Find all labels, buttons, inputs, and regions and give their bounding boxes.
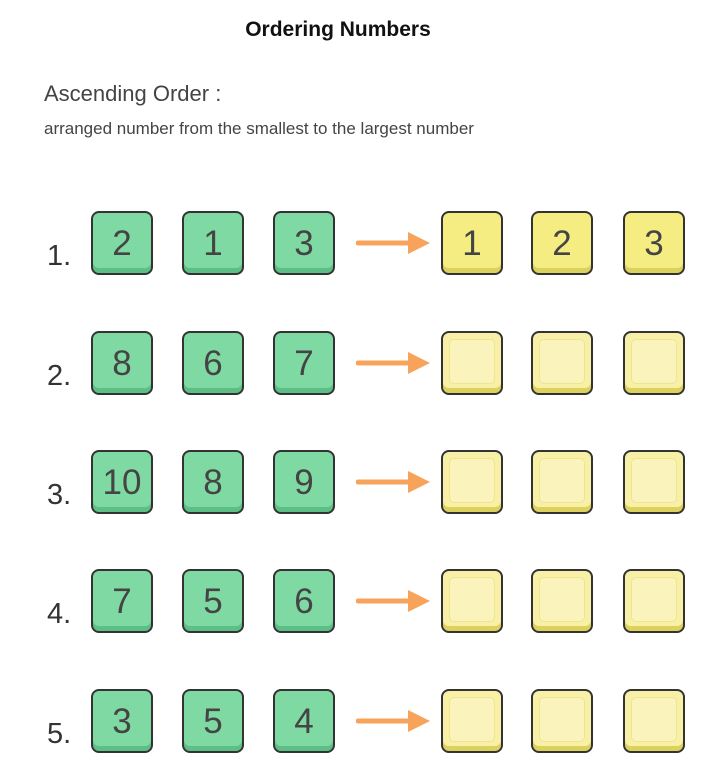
- arrow-right-icon: [356, 229, 432, 257]
- instructions-text: arranged number from the smallest to the largest number: [44, 119, 474, 138]
- given-number-box: 6: [273, 569, 335, 633]
- given-number-box: 4: [273, 689, 335, 753]
- answer-box: 1: [441, 211, 503, 275]
- exercise-number: 5.: [47, 718, 72, 750]
- exercise-number: 4.: [47, 598, 72, 630]
- given-number-box: 8: [182, 450, 244, 514]
- answer-box[interactable]: [531, 689, 593, 753]
- given-number-box: 3: [273, 211, 335, 275]
- answer-box: 2: [531, 211, 593, 275]
- answer-box[interactable]: [441, 331, 503, 395]
- section-heading: Ascending Order :: [44, 81, 222, 106]
- given-number-box: 10: [91, 450, 153, 514]
- given-number-box: 3: [91, 689, 153, 753]
- given-number-box: 8: [91, 331, 153, 395]
- given-number-box: 2: [91, 211, 153, 275]
- answer-box[interactable]: [531, 569, 593, 633]
- answer-box[interactable]: [441, 689, 503, 753]
- exercise-row: [0, 569, 723, 637]
- arrow-right-icon: [356, 349, 432, 377]
- given-number-box: 7: [273, 331, 335, 395]
- given-number-box: 5: [182, 569, 244, 633]
- worksheet-title: Ordering Numbers: [245, 18, 431, 41]
- answer-box[interactable]: [441, 569, 503, 633]
- answer-box: 3: [623, 211, 685, 275]
- answer-box[interactable]: [623, 689, 685, 753]
- given-number-box: 1: [182, 211, 244, 275]
- given-number-box: 5: [182, 689, 244, 753]
- given-number-box: 9: [273, 450, 335, 514]
- exercise-number: 2.: [47, 360, 72, 392]
- arrow-right-icon: [356, 707, 432, 735]
- exercise-row: [0, 211, 723, 279]
- given-number-box: 7: [91, 569, 153, 633]
- answer-box[interactable]: [531, 331, 593, 395]
- answer-box[interactable]: [441, 450, 503, 514]
- exercise-row: [0, 689, 723, 757]
- exercise-row: [0, 450, 723, 518]
- answer-box[interactable]: [623, 450, 685, 514]
- answer-box[interactable]: [531, 450, 593, 514]
- arrow-right-icon: [356, 587, 432, 615]
- answer-box[interactable]: [623, 569, 685, 633]
- answer-box[interactable]: [623, 331, 685, 395]
- exercise-number: 1.: [47, 240, 72, 272]
- arrow-right-icon: [356, 468, 432, 496]
- given-number-box: 6: [182, 331, 244, 395]
- exercise-number: 3.: [47, 479, 72, 511]
- exercise-row: [0, 331, 723, 399]
